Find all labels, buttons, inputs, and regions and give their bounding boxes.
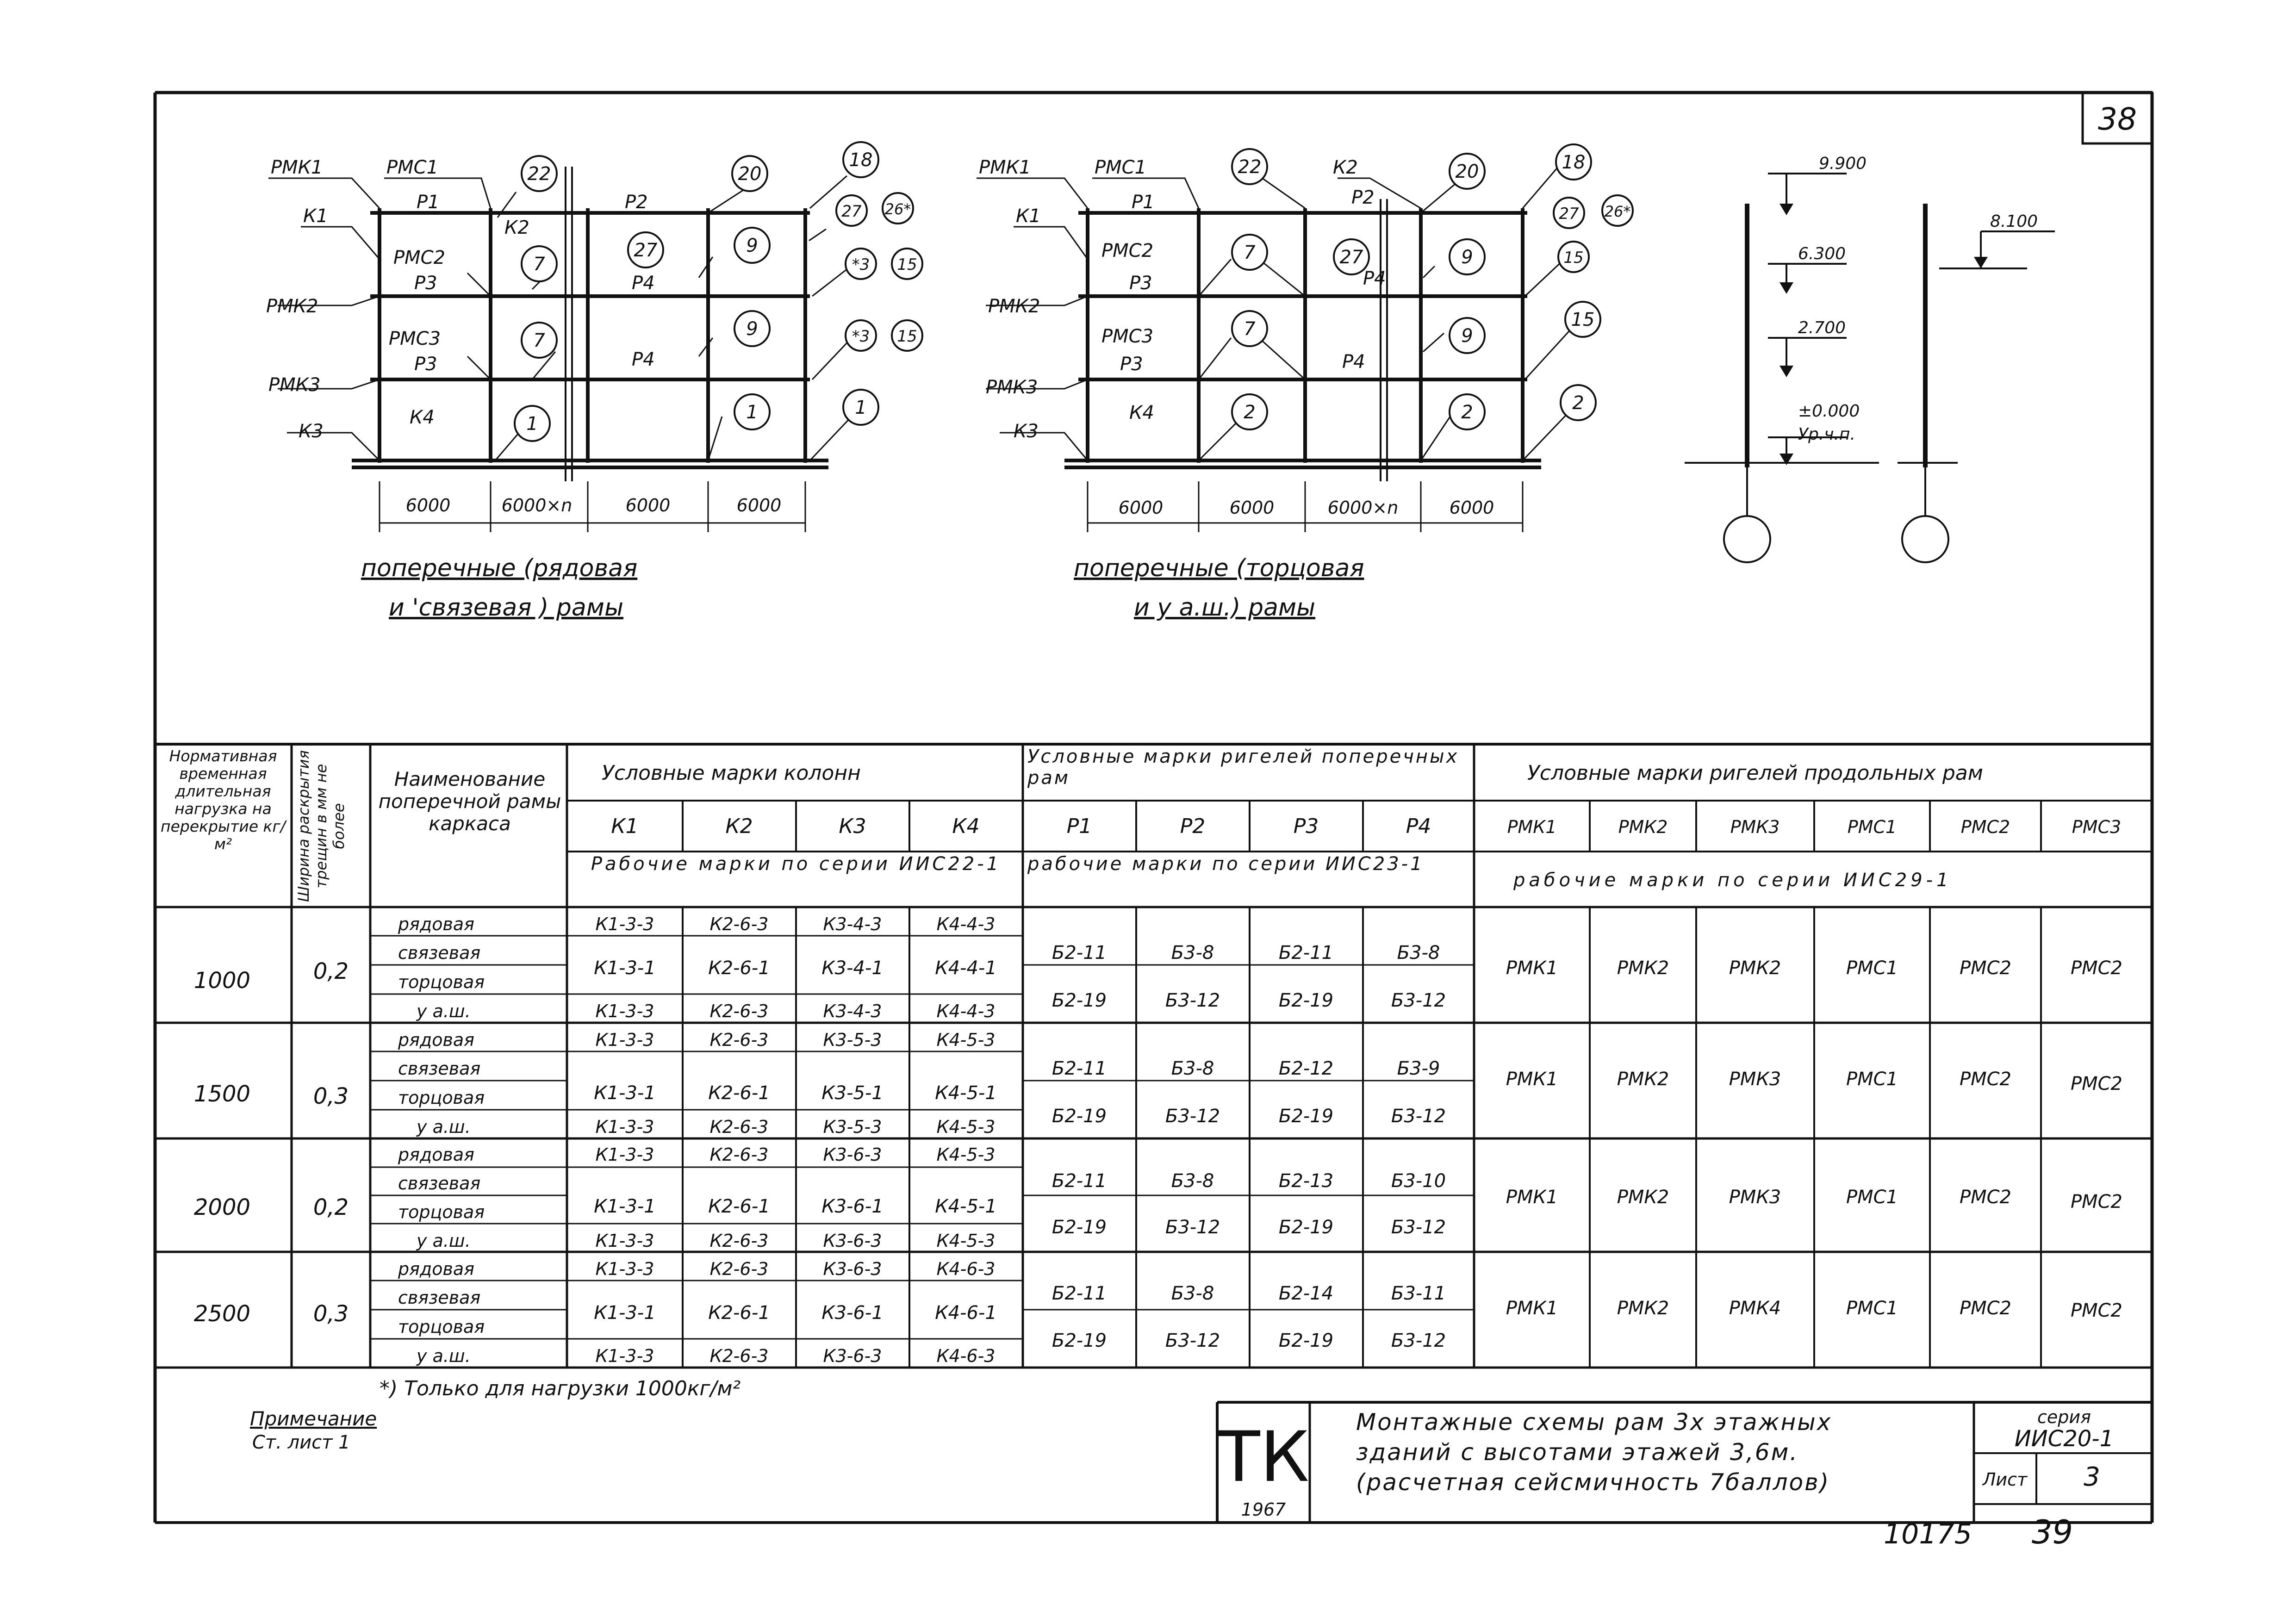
- stamp-title-1: Монтажные схемы рам 3х этажных: [1356, 1409, 1832, 1436]
- group-crack: 0,2: [313, 1194, 349, 1220]
- cell: К2-6-3: [709, 914, 769, 934]
- left-label: К3: [299, 421, 324, 442]
- cell: К4-5-3: [936, 1030, 996, 1050]
- right-label: Р4: [1342, 351, 1365, 373]
- left-label: РМС2: [393, 247, 446, 268]
- left-circle-number: 15: [897, 327, 917, 346]
- beam-cell: Б3-8: [1171, 1283, 1214, 1304]
- left-label: РМС3: [389, 328, 441, 349]
- right-diagram-circle-numbers: [1238, 152, 1631, 423]
- beam-cell: Б2-19: [1278, 990, 1334, 1011]
- header-beam-r1: Р1: [1066, 815, 1092, 838]
- left-label: К1: [303, 205, 328, 227]
- beam-cell: Б3-9: [1397, 1058, 1440, 1079]
- right-circle-number: 7: [1244, 318, 1256, 340]
- cell: К3-5-1: [821, 1082, 884, 1104]
- left-label: Р3: [414, 273, 437, 294]
- cell: К1-3-3: [595, 914, 654, 934]
- right-label: РМК3: [986, 377, 1038, 398]
- cell: К4-6-1: [935, 1302, 997, 1324]
- frame-name: у а.ш.: [417, 1117, 471, 1137]
- stamp-year: 1967: [1241, 1499, 1286, 1520]
- beam-cell: Б2-19: [1052, 1217, 1107, 1238]
- long-cell: РМС1: [1846, 1069, 1898, 1090]
- right-label: РМС1: [1095, 157, 1147, 178]
- header-long-rms1: РМС1: [1847, 817, 1897, 837]
- header-columns-group: Условные марки колонн: [602, 761, 861, 785]
- cell: К3-6-3: [823, 1259, 882, 1279]
- right-circle-number: 7: [1244, 242, 1256, 263]
- beam-cell: Б3-12: [1391, 990, 1446, 1011]
- long-cell: РМК2: [1617, 1069, 1669, 1090]
- long-cell: РМК4: [1729, 1298, 1781, 1319]
- header-col-k2: К2: [725, 815, 753, 838]
- left-circle-number: *3: [852, 255, 870, 274]
- table-header: [156, 746, 2121, 905]
- cell: К4-5-3: [936, 1117, 996, 1137]
- frame-name: связевая: [398, 943, 481, 963]
- header-col-k1: К1: [611, 815, 639, 838]
- header-beam-r3: Р3: [1293, 815, 1319, 838]
- right-diagram-title-2: и у а.ш.) рамы: [1134, 594, 1316, 622]
- right-label: К2: [1333, 157, 1358, 178]
- beam-cell: Б2-14: [1278, 1283, 1334, 1304]
- right-circle-number: 9: [1461, 325, 1473, 347]
- left-circle-number: 9: [746, 318, 758, 340]
- level-6300: 6.300: [1798, 244, 1846, 263]
- long-cell: РМК1: [1506, 1298, 1558, 1319]
- cell: К2-6-1: [708, 958, 770, 979]
- cell: К4-4-3: [936, 914, 996, 934]
- beam-cell: Б2-19: [1052, 1330, 1107, 1351]
- beam-cell: Б2-19: [1278, 1106, 1334, 1127]
- table-group-1500: [194, 1030, 2122, 1137]
- left-circle-number: 26*: [884, 200, 911, 218]
- left-circle-number: 1: [526, 413, 538, 435]
- cell: К3-4-3: [823, 1001, 882, 1021]
- left-label: К4: [410, 407, 435, 428]
- cell: К3-4-3: [823, 914, 882, 934]
- header-load: Нормативная временная длительная нагрузка на перекрытие кг/м²: [161, 747, 286, 853]
- left-diagram-spans: [406, 495, 782, 516]
- long-cell: РМК1: [1506, 1187, 1558, 1208]
- cell: К1-3-1: [594, 1082, 656, 1104]
- right-circle-number: 26*: [1604, 203, 1631, 220]
- cell: К1-3-3: [595, 1346, 654, 1366]
- left-diagram-labels: [266, 157, 655, 442]
- beam-cell: Б3-12: [1165, 1330, 1220, 1351]
- header-beam-r2: Р2: [1180, 815, 1206, 838]
- long-cell: РМС2: [1959, 958, 2012, 979]
- frame-name: связевая: [398, 1173, 481, 1194]
- long-cell: РМС2: [2070, 1191, 2123, 1213]
- cell: К1-3-3: [595, 1001, 654, 1021]
- right-label: Р2: [1351, 187, 1375, 208]
- right-label: К4: [1129, 402, 1154, 423]
- header-columns-sub: Рабочие марки по серии ИИС22-1: [591, 854, 1002, 875]
- cell: К3-6-1: [821, 1302, 884, 1324]
- long-cell: РМК3: [1729, 1187, 1781, 1208]
- right-circle-number: 18: [1562, 152, 1586, 173]
- left-circle-number: 22: [527, 163, 551, 185]
- frame-name: у а.ш.: [417, 1346, 471, 1366]
- cell: К2-6-3: [709, 1346, 769, 1366]
- left-circle-number: 20: [738, 163, 762, 185]
- left-diagram-title-1: поперечные (рядовая: [361, 554, 638, 582]
- cell: К3-6-1: [821, 1196, 884, 1217]
- beam-cell: Б3-10: [1391, 1170, 1446, 1192]
- cell: К1-3-1: [594, 1196, 656, 1217]
- stamp-title-3: (расчетная сейсмичность 7баллов): [1356, 1469, 1830, 1496]
- building-section: [1685, 174, 2055, 562]
- table-group-2000: [194, 1144, 2122, 1251]
- left-span: 6000: [405, 495, 451, 516]
- cell: К3-6-3: [823, 1231, 882, 1251]
- beam-cell: Б3-8: [1397, 942, 1440, 964]
- table-group-1000: [194, 914, 2122, 1021]
- section-levels: [1798, 154, 2038, 444]
- frame-name: у а.ш.: [417, 1231, 471, 1251]
- level-ground: Ур.ч.п.: [1798, 425, 1855, 444]
- page-number: 39: [2032, 1513, 2073, 1551]
- frame-name: рядовая: [398, 1259, 475, 1279]
- beam-cell: Б2-19: [1278, 1330, 1334, 1351]
- long-cell: РМС1: [1846, 1187, 1898, 1208]
- beam-cell: Б3-12: [1391, 1106, 1446, 1127]
- right-span: 6000: [1118, 497, 1164, 518]
- header-long-sub: рабочие марки по серии ИИС29-1: [1513, 870, 1952, 891]
- right-label: РМС2: [1101, 240, 1154, 261]
- long-cell: РМК1: [1506, 958, 1558, 979]
- cell: К1-3-3: [595, 1231, 654, 1251]
- cell: К2-6-3: [709, 1001, 769, 1021]
- level-9900: 9.900: [1819, 154, 1867, 173]
- sheet-number-box: [2083, 93, 2152, 143]
- left-circle-number: 27: [634, 240, 658, 261]
- right-label: Р4: [1363, 268, 1386, 289]
- left-span: 6000: [736, 495, 782, 516]
- long-cell: РМС2: [2070, 1073, 2123, 1094]
- cell: К2-6-1: [708, 1302, 770, 1324]
- footnote: *) Только для нагрузки 1000кг/м²: [380, 1377, 741, 1400]
- header-long-group: Условные марки ригелей продольных рам: [1527, 761, 1983, 785]
- frame-name: у а.ш.: [417, 1001, 471, 1021]
- beam-cell: Б3-8: [1171, 1170, 1214, 1192]
- beam-cell: Б2-11: [1052, 942, 1107, 964]
- group-load: 1000: [193, 968, 251, 994]
- left-circle-number: 15: [897, 255, 917, 274]
- beam-cell: Б3-8: [1171, 1058, 1214, 1079]
- beam-cell: Б3-11: [1391, 1283, 1446, 1304]
- stamp-sheet-label: Лист: [1982, 1469, 2028, 1490]
- left-frame-diagram: [268, 142, 922, 532]
- long-cell: РМК2: [1729, 958, 1781, 979]
- right-circle-number: 15: [1563, 249, 1584, 267]
- header-frame-name: Наименование поперечной рамы каркаса: [378, 768, 561, 835]
- right-label: Р1: [1132, 192, 1155, 213]
- long-cell: РМК2: [1617, 1187, 1669, 1208]
- frame-name: рядовая: [398, 1030, 475, 1050]
- cell: К3-4-1: [821, 958, 884, 979]
- frame-name: торцовая: [398, 1202, 485, 1222]
- right-label: РМК2: [988, 296, 1040, 317]
- right-frame-diagram: [977, 144, 1633, 532]
- beam-cell: Б2-11: [1052, 1170, 1107, 1192]
- header-beams-sub: рабочие марки по серии ИИС23-1: [1027, 854, 1425, 875]
- right-diagram-title-1: поперечные (торцовая: [1074, 554, 1364, 582]
- right-circle-number: 2: [1572, 392, 1584, 414]
- long-cell: РМС2: [1959, 1187, 2012, 1208]
- header-beam-r4: Р4: [1406, 815, 1431, 838]
- cell: К3-5-3: [823, 1030, 882, 1050]
- right-label: К1: [1016, 205, 1041, 227]
- cell: К1-3-3: [595, 1117, 654, 1137]
- beam-cell: Б2-11: [1052, 1283, 1107, 1304]
- note-text: Ст. лист 1: [252, 1432, 350, 1453]
- left-circle-number: 7: [533, 254, 545, 275]
- left-span: 6000×n: [501, 495, 572, 516]
- cell: К2-6-3: [709, 1117, 769, 1137]
- frame-name: торцовая: [398, 1317, 485, 1337]
- left-label: РМС1: [386, 157, 439, 178]
- group-load: 2000: [193, 1194, 251, 1220]
- cell: К2-6-3: [709, 1259, 769, 1279]
- cell: К1-3-3: [595, 1259, 654, 1279]
- header-long-rms3: РМС3: [2072, 817, 2122, 837]
- cell: К4-5-1: [935, 1082, 997, 1104]
- long-cell: РМК1: [1506, 1069, 1558, 1090]
- left-circle-number: *3: [852, 327, 870, 346]
- right-circle-number: 27: [1559, 205, 1579, 223]
- cell: К1-3-3: [595, 1030, 654, 1050]
- left-circle-number: 27: [841, 202, 862, 221]
- frame-name: связевая: [398, 1058, 481, 1079]
- group-crack: 0,2: [313, 958, 349, 984]
- cell: К2-6-3: [709, 1144, 769, 1165]
- group-crack: 0,3: [313, 1083, 349, 1109]
- level-0000: ±0.000: [1798, 402, 1860, 421]
- header-col-k3: К3: [839, 815, 866, 838]
- left-label: Р3: [414, 354, 437, 375]
- beam-cell: Б2-19: [1052, 1106, 1107, 1127]
- right-circle-number: 2: [1461, 402, 1473, 423]
- left-circle-number: 9: [746, 235, 758, 256]
- cell: К4-5-1: [935, 1196, 997, 1217]
- beam-cell: Б2-19: [1052, 990, 1107, 1011]
- beam-cell: Б2-13: [1278, 1170, 1334, 1192]
- left-label: РМК1: [271, 157, 323, 178]
- sheet-number-top: 38: [2098, 101, 2137, 137]
- beam-cell: Б3-12: [1165, 1217, 1220, 1238]
- frame-name: рядовая: [398, 1144, 475, 1165]
- header-long-rmk1: РМК1: [1507, 817, 1557, 837]
- cell: К4-4-1: [935, 958, 997, 979]
- cell: К4-4-3: [936, 1001, 996, 1021]
- header-long-rmk2: РМК2: [1618, 817, 1668, 837]
- cell: К4-6-3: [936, 1346, 996, 1366]
- beam-cell: Б3-12: [1391, 1330, 1446, 1351]
- left-label: Р2: [625, 192, 648, 213]
- beam-cell: Б2-12: [1278, 1058, 1334, 1079]
- cell: К2-6-1: [708, 1082, 770, 1104]
- stamp-series-label: серия: [2037, 1407, 2091, 1427]
- frame-name: связевая: [398, 1287, 481, 1308]
- beam-cell: Б2-19: [1278, 1217, 1334, 1238]
- group-crack: 0,3: [313, 1301, 349, 1327]
- right-label: Р3: [1120, 354, 1143, 375]
- left-diagram-title-2: и 'связевая ) рамы: [389, 594, 624, 622]
- left-label: Р4: [632, 349, 655, 370]
- long-cell: РМС1: [1846, 1298, 1898, 1319]
- cell: К1-3-1: [594, 1302, 656, 1324]
- cell: К2-6-1: [708, 1196, 770, 1217]
- left-circle-number: 1: [855, 397, 867, 418]
- long-cell: РМС2: [2070, 1300, 2123, 1321]
- right-span: 6000×n: [1327, 497, 1399, 518]
- cell: К1-3-3: [595, 1144, 654, 1165]
- right-circle-number: 2: [1244, 402, 1256, 423]
- left-label: Р1: [417, 192, 440, 213]
- group-load: 2500: [193, 1301, 251, 1327]
- header-long-rms2: РМС2: [1960, 817, 2010, 837]
- left-label: К2: [504, 217, 529, 238]
- cell: К4-5-3: [936, 1144, 996, 1165]
- stamp-sheet-value: 3: [2084, 1462, 2100, 1492]
- right-circle-number: 9: [1461, 247, 1473, 268]
- long-cell: РМС2: [1959, 1069, 2012, 1090]
- beam-cell: Б3-8: [1171, 942, 1214, 964]
- right-label: Р3: [1129, 273, 1152, 294]
- header-beams-group: Условные марки ригелей поперечных рам: [1027, 746, 1459, 789]
- table-group-2500: [194, 1259, 2122, 1366]
- stamp-logo: ТК: [1217, 1417, 1310, 1498]
- left-label: РМК2: [266, 296, 318, 317]
- long-cell: РМС1: [1846, 958, 1898, 979]
- cell: К3-6-3: [823, 1346, 882, 1366]
- cell: К3-5-3: [823, 1117, 882, 1137]
- right-diagram-labels: [979, 157, 1386, 442]
- long-cell: РМС2: [2070, 958, 2123, 979]
- cell: К3-6-3: [823, 1144, 882, 1165]
- frame-name: торцовая: [398, 1088, 485, 1108]
- long-cell: РМК2: [1617, 958, 1669, 979]
- left-span: 6000: [625, 495, 671, 516]
- header-long-rmk3: РМК3: [1730, 817, 1780, 837]
- cell: К1-3-1: [594, 958, 656, 979]
- long-cell: РМС2: [1959, 1298, 2012, 1319]
- left-circle-number: 18: [849, 149, 873, 171]
- beam-cell: Б3-12: [1165, 990, 1220, 1011]
- right-span: 6000: [1229, 497, 1275, 518]
- right-label: РМК1: [979, 157, 1031, 178]
- beam-cell: Б2-11: [1278, 942, 1334, 964]
- cell: К2-6-3: [709, 1030, 769, 1050]
- frame-name: торцовая: [398, 972, 485, 992]
- right-circle-number: 27: [1339, 247, 1363, 268]
- note-title: Примечание: [250, 1407, 377, 1430]
- right-diagram-spans: [1119, 497, 1494, 518]
- stamp-series-value: ИИС20-1: [2014, 1426, 2114, 1452]
- level-8100: 8.100: [1990, 212, 2038, 231]
- stamp-title-2: зданий с высотами этажей 3,6м.: [1356, 1439, 1799, 1466]
- header-col-k4: К4: [952, 815, 980, 838]
- left-label: Р4: [632, 273, 655, 294]
- left-label: РМК3: [268, 374, 321, 396]
- group-load: 1500: [193, 1081, 251, 1107]
- archive-number: 10175: [1884, 1518, 1972, 1550]
- cell: К2-6-3: [709, 1231, 769, 1251]
- long-cell: РМК3: [1729, 1069, 1781, 1090]
- beam-cell: Б2-11: [1052, 1058, 1107, 1079]
- right-label: РМС3: [1101, 326, 1154, 347]
- frame-name: рядовая: [398, 914, 475, 934]
- beam-cell: Б3-12: [1165, 1106, 1220, 1127]
- right-label: К3: [1014, 421, 1039, 442]
- cell: К4-5-3: [936, 1231, 996, 1251]
- long-cell: РМК2: [1617, 1298, 1669, 1319]
- right-circle-number: 22: [1238, 156, 1262, 178]
- left-circle-number: 7: [533, 330, 545, 351]
- right-circle-number: 15: [1571, 309, 1595, 330]
- header-crack: Ширина раскрытия трещин в мм не более: [295, 750, 348, 902]
- cell: К4-6-3: [936, 1259, 996, 1279]
- beam-cell: Б3-12: [1391, 1217, 1446, 1238]
- left-circle-number: 1: [746, 402, 758, 423]
- right-span: 6000: [1449, 497, 1494, 518]
- right-circle-number: 20: [1455, 161, 1479, 182]
- level-2700: 2.700: [1798, 318, 1846, 337]
